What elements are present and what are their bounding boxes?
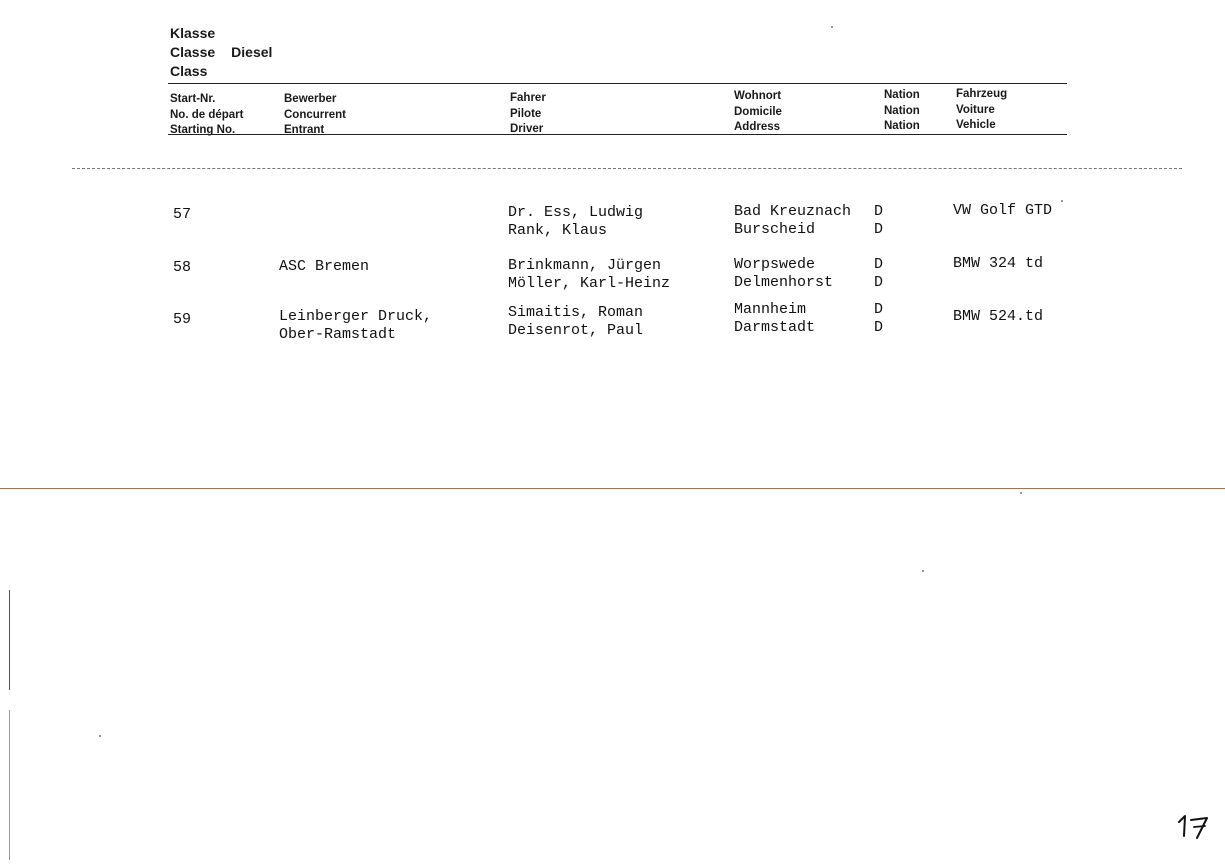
header-driver: Fahrer Pilote Driver <box>510 92 546 135</box>
entry-59-entrant: Leinberger Druck, Ober-Ramstadt <box>279 308 433 343</box>
entry-59-nations: D D <box>874 301 884 336</box>
scan-speck <box>99 735 101 737</box>
entry-58-vehicle: BMW 324 td <box>953 255 1044 272</box>
scan-speck <box>922 570 924 572</box>
class-label-de: Klasse <box>170 25 216 41</box>
scan-edge-mark <box>9 710 10 860</box>
entry-57-drivers: Dr. Ess, Ludwig Rank, Klaus <box>508 204 644 239</box>
header-start-no: Start-Nr. No. de départ Starting No. <box>170 93 244 136</box>
entry-58-entrant: ASC Bremen <box>279 258 370 275</box>
class-label-en: Class <box>170 63 208 79</box>
entry-59-vehicle: BMW 524.td <box>953 308 1044 325</box>
header-bottom-rule <box>168 134 1067 135</box>
scan-speck <box>831 26 833 28</box>
header-vehicle: Fahrzeug Voiture Vehicle <box>956 88 1008 131</box>
handwritten-page-number <box>1175 808 1215 844</box>
class-block <box>170 24 272 81</box>
entry-57-addresses: Bad Kreuznach Burscheid <box>734 203 852 238</box>
header-entrant: Bewerber Concurrent Entrant <box>284 93 346 136</box>
entry-57-nations: D D <box>874 203 884 238</box>
header-top-rule <box>168 83 1067 84</box>
entry-57-vehicle: VW Golf GTD <box>953 202 1053 219</box>
scan-speck <box>1020 492 1022 494</box>
header-address: Wohnort Domicile Address <box>734 90 782 133</box>
entry-58-start-no: 58 <box>173 259 192 276</box>
entry-58-addresses: Worpswede Delmenhorst <box>734 256 834 291</box>
entry-58-drivers: Brinkmann, Jürgen Möller, Karl-Heinz <box>508 257 671 292</box>
fold-line <box>0 488 1225 489</box>
class-value: Diesel <box>231 44 273 60</box>
entry-59-drivers: Simaitis, Roman Deisenrot, Paul <box>508 304 644 339</box>
entry-59-addresses: Mannheim Darmstadt <box>734 301 816 336</box>
entry-57-start-no: 57 <box>173 206 192 223</box>
header-nation: Nation Nation Nation <box>884 89 920 132</box>
scan-speck <box>1061 200 1063 202</box>
entry-59-start-no: 59 <box>173 311 192 328</box>
scan-edge-mark <box>9 590 10 690</box>
class-label-fr: Classe Diesel <box>170 44 273 60</box>
separator-line <box>72 168 1182 169</box>
entry-58-nations: D D <box>874 256 884 291</box>
